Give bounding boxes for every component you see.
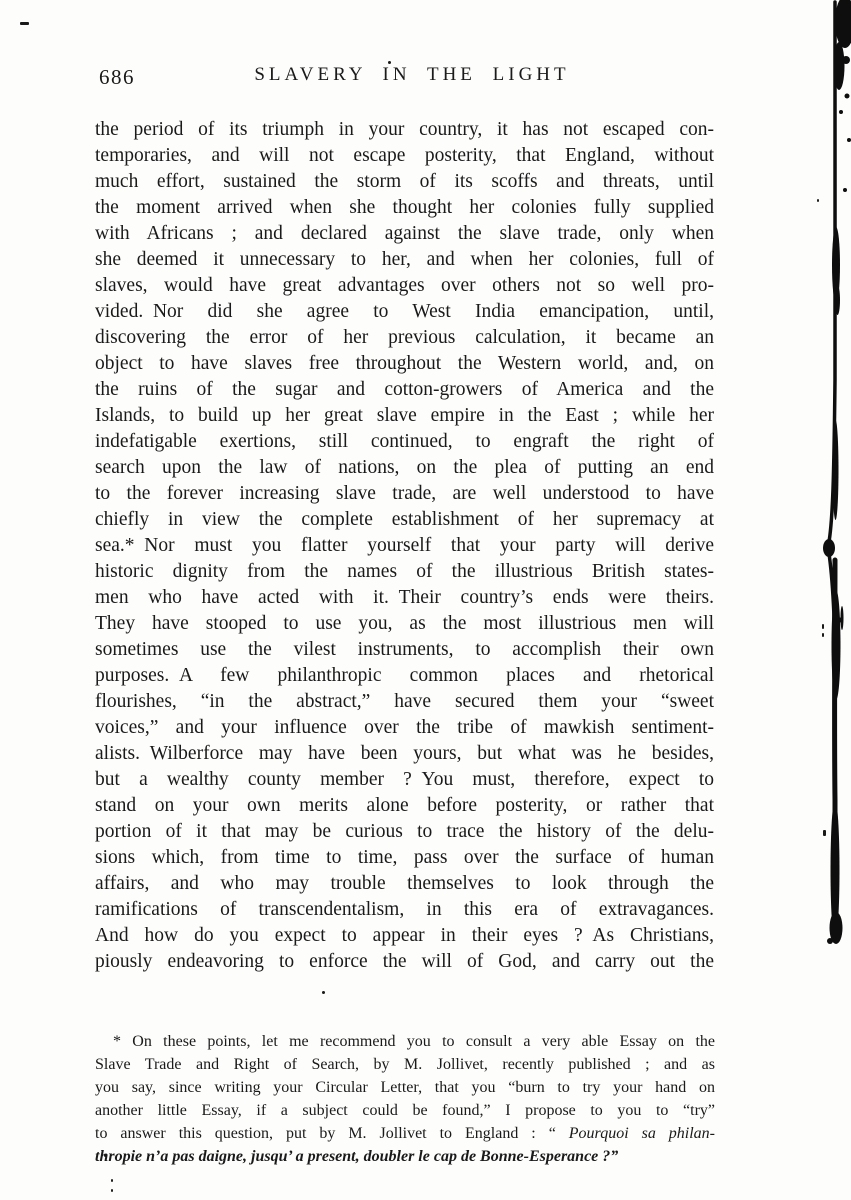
body-line: indefatigable exertions, still continued, to engraft the right of (95, 431, 714, 452)
body-line: the ruins of the sugar and cotton-growers of America and the (95, 379, 714, 400)
footnote-line: thropie n’a pas daigne, jusqu’ a present, doubler le cap de Bonne-Esperance ?” (95, 1148, 619, 1165)
body-line: They have stooped to use you, as the most illustrious men will (95, 613, 714, 634)
footnote-line: * On these points, let me recommend you to consult a very able Essay on the (113, 1033, 715, 1050)
footnote-line: Slave Trade and Right of Search, by M. Jollivet, recently published ; and as (95, 1056, 715, 1073)
body-line: to the forever increasing slave trade, are well understood to have (95, 483, 714, 504)
page-number: 686 (99, 65, 135, 89)
body-line: flourishes, “in the abstract,” have secured them your “sweet (95, 691, 714, 712)
footnote-line: to answer this question, put by M. Jollivet to England : “ Pourquoi sa philan- (95, 1125, 716, 1142)
body-line: portion of it that may be curious to trace the history of the delu- (95, 821, 714, 842)
body-text (95, 117, 714, 975)
body-line: but a wealthy county member ? You must, therefore, expect to (95, 769, 714, 790)
body-line: temporaries, and will not escape posterity, that England, without (95, 145, 714, 166)
body-line: sions which, from time to time, pass over the surface of human (95, 847, 714, 868)
body-line: chiefly in view the complete establishment of her supremacy at (95, 509, 714, 530)
body-line: men who have acted with it. Their country’s ends were theirs. (95, 587, 714, 608)
body-line: stand on your own merits alone before posterity, or rather that (95, 795, 714, 816)
running-title: SLAVERY IN THE LIGHT (254, 64, 570, 85)
body-line: the moment arrived when she thought her colonies fully supplied (95, 197, 714, 218)
body-line: voices,” and your influence over the tribe of mawkish sentiment- (95, 717, 714, 738)
binding-edge-artifact (810, 0, 851, 952)
ink-speck (111, 1189, 113, 1192)
body-line: And how do you expect to appear in their eyes ? As Christians, (95, 925, 714, 946)
body-line: purposes. A few philanthropic common places and rhetorical (95, 665, 714, 686)
body-line: with Africans ; and declared against the slave trade, only when (95, 223, 714, 244)
body-line: vided. Nor did she agree to West India emancipation, until, (95, 301, 714, 322)
body-line: alists. Wilberforce may have been yours, but what was he besides, (95, 743, 714, 764)
body-line: historic dignity from the names of the illustrious British states- (95, 561, 714, 582)
footnote (95, 1030, 715, 1168)
body-line: sometimes use the vilest instruments, to accomplish their own (95, 639, 714, 660)
body-line: sea.* Nor must you flatter yourself that your party will derive (95, 535, 714, 556)
body-line: slaves, would have great advantages over others not so well pro- (95, 275, 714, 296)
body-line: affairs, and who may trouble themselves to look through the (95, 873, 714, 894)
body-line: Islands, to build up her great slave empire in the East ; while her (95, 405, 714, 426)
body-line: piously endeavoring to enforce the will of God, and carry out the (95, 951, 714, 972)
body-line: the period of its triumph in your country, it has not escaped con- (95, 119, 714, 140)
page-header (95, 64, 715, 94)
footnote-line: another little Essay, if a subject could be found,” I propose to you to “try” (95, 1102, 715, 1119)
body-line: much effort, sustained the storm of its scoffs and threats, until (95, 171, 714, 192)
body-line: object to have slaves free throughout the Western world, and, on (95, 353, 714, 374)
footnote-line: you say, since writing your Circular Letter, that you “burn to try your hand on (95, 1079, 715, 1096)
ink-speck (20, 22, 29, 25)
body-line: discovering the error of her previous calculation, it became an (95, 327, 714, 348)
body-line: she deemed it unnecessary to her, and when her colonies, full of (95, 249, 714, 270)
ink-speck (322, 991, 325, 994)
body-line: ramifications of transcendentalism, in this era of extravagances. (95, 899, 714, 920)
body-line: search upon the law of nations, on the plea of putting an end (95, 457, 714, 478)
ink-speck (111, 1179, 113, 1182)
